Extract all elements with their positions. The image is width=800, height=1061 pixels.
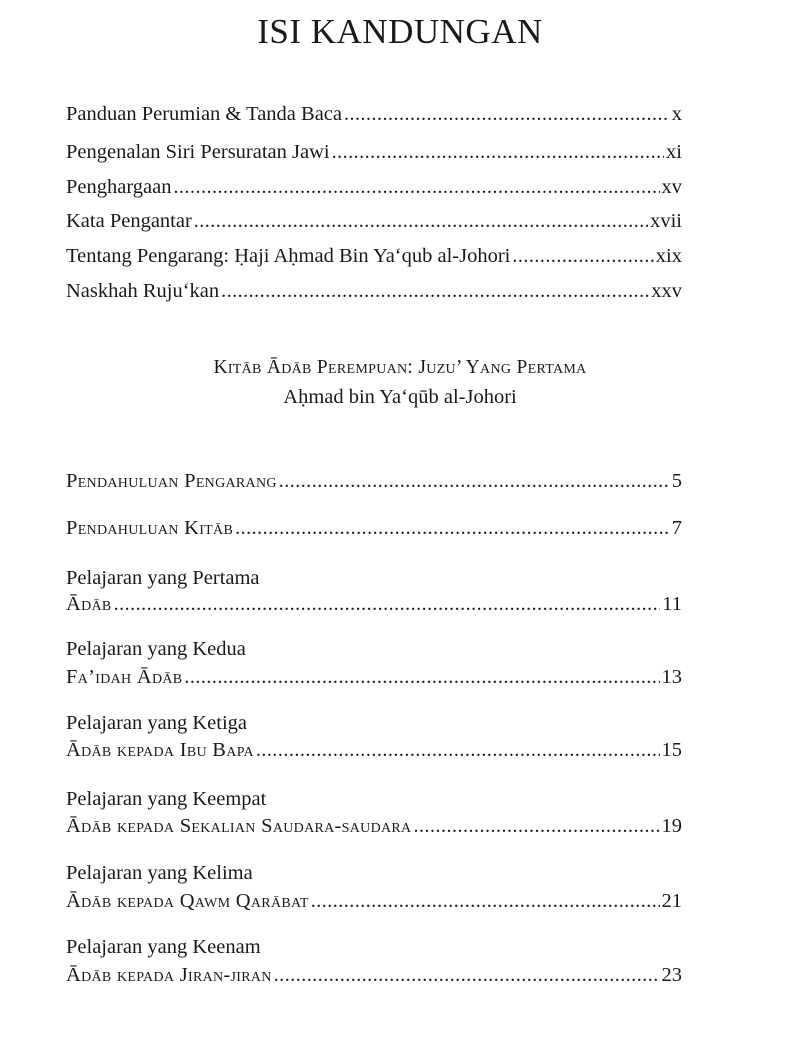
toc-dot-leader [256,736,660,764]
toc-page-number: xxv [651,280,682,302]
toc-dot-leader [184,663,659,691]
toc-entry-lesson-5[interactable] [66,887,682,915]
lesson-heading: Pelajaran yang Ketiga [66,712,248,734]
lesson-heading: Pelajaran yang Keempat [66,788,267,810]
toc-entry-label: Penghargaan [66,176,172,198]
toc-page-number: 19 [661,815,682,837]
toc-dot-leader [332,138,664,166]
lesson-heading: Pelajaran yang Pertama [66,567,260,589]
toc-entry-label: Fa’idah Ādāb [66,666,183,688]
toc-entry-label: Kata Pengantar [66,210,192,232]
toc-entry-lesson-4[interactable] [66,812,682,840]
lesson-heading: Pelajaran yang Kedua [66,638,246,660]
toc-entry-naskhah[interactable] [66,277,682,305]
toc-entry-lesson-3[interactable] [66,736,682,764]
toc-page-number: xix [655,245,682,267]
toc-entry-lesson-1[interactable] [66,590,682,618]
toc-entry-label: Pengenalan Siri Persuratan Jawi [66,141,330,163]
toc-entry-lesson-6[interactable] [66,961,682,989]
toc-page-number: 23 [661,964,682,986]
toc-page-number: 11 [662,593,682,615]
toc-entry-pendahuluan-pengarang[interactable] [66,467,682,495]
lesson-heading: Pelajaran yang Keenam [66,936,261,958]
toc-page-number: 21 [661,890,682,912]
toc-page-number: 15 [661,739,682,761]
toc-entry-panduan[interactable] [66,100,682,128]
toc-entry-label: Ādāb kepada Ibu Bapa [66,739,254,761]
toc-entry-kata-pengantar[interactable] [66,207,682,235]
toc-entry-label: Tentang Pengarang: Ḥaji Aḥmad Bin Ya‘qub al-Johori [66,245,511,267]
toc-page-number: 13 [661,666,682,688]
toc-page-number: x [671,103,682,125]
toc-entry-pendahuluan-kitab[interactable] [66,514,682,542]
toc-dot-leader [279,467,670,495]
toc-page-number: xvii [650,210,682,232]
toc-entry-label: Ādāb kepada Jiran-jiran [66,964,272,986]
toc-entry-label: Pendahuluan Pengarang [66,470,277,492]
toc-page-number: xv [661,176,682,198]
toc-dot-leader [512,242,653,270]
toc-entry-label: Panduan Perumian & Tanda Baca [66,103,342,125]
toc-dot-leader [221,277,649,305]
toc-entry-pengenalan[interactable] [66,138,682,166]
toc-dot-leader [274,961,660,989]
toc-dot-leader [235,514,670,542]
toc-dot-leader [194,207,648,235]
toc-entry-label: Naskhah Ruju‘kan [66,280,220,302]
toc-dot-leader [174,173,660,201]
page-title: ISI KANDUNGAN [257,12,543,51]
toc-dot-leader [114,590,661,618]
toc-page-number: 7 [671,517,682,539]
toc-entry-label: Ādāb [66,593,112,615]
toc-page-number: 5 [671,470,682,492]
book-section-title: Kitāb Ādāb Perempuan: Juzu’ Yang Pertama [213,357,587,378]
toc-entry-lesson-2[interactable] [66,663,682,691]
book-section-author: Aḥmad bin Ya‘qūb al-Johori [283,386,517,408]
toc-dot-leader [344,100,670,128]
lesson-heading: Pelajaran yang Kelima [66,862,253,884]
toc-entry-penghargaan[interactable] [66,173,682,201]
toc-entry-tentang-pengarang[interactable] [66,242,682,270]
toc-dot-leader [413,812,659,840]
toc-entry-label: Ādāb kepada Sekalian Saudara-saudara [66,815,412,837]
toc-entry-label: Pendahuluan Kitāb [66,517,234,539]
toc-page-number: xi [666,141,682,163]
toc-entry-label: Ādāb kepada Qawm Qarābat [66,890,309,912]
toc-dot-leader [311,887,660,915]
